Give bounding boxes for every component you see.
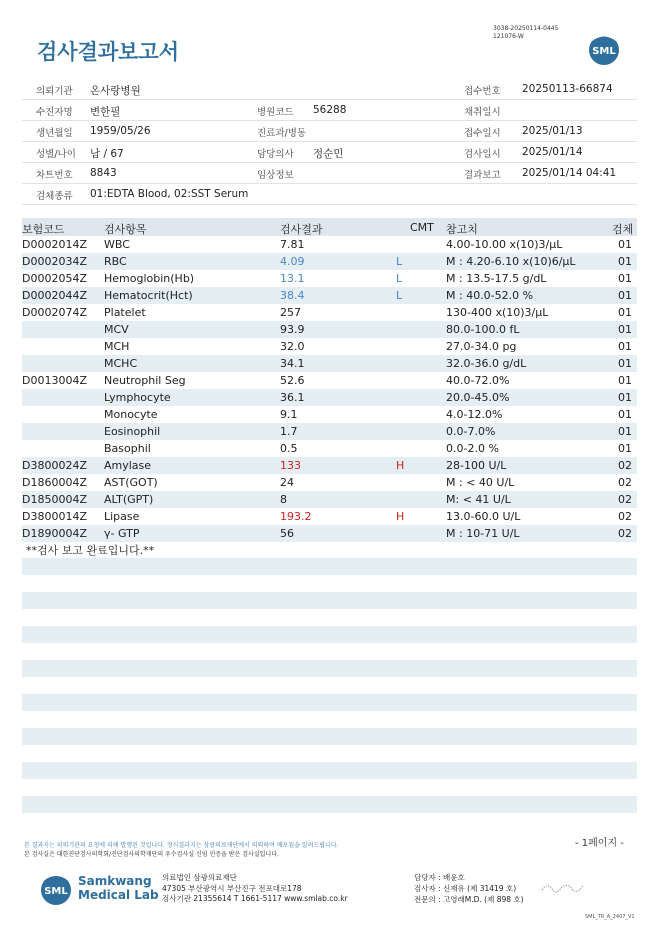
result-specimen: 02 [618,510,632,523]
result-name: Basophil [104,442,151,455]
result-flag: H [396,510,405,523]
result-reference: 80.0-100.0 fL [446,323,520,336]
result-name: MCV [104,323,129,336]
staff-tester: 검사자 : 신재유 (제 31419 호) [414,884,517,893]
empty-row [22,592,637,609]
result-reference: 0.0-7.0% [446,425,496,438]
receipt-no-value: 20250113-66874 [522,83,613,95]
result-reference: M : 10-71 U/L [446,527,520,540]
empty-rows [22,558,637,830]
result-specimen: 01 [618,272,632,285]
organization-info [162,873,348,905]
result-specimen: 01 [618,238,632,251]
header-name: 검사항목 [104,223,147,236]
result-code: D3800014Z [22,510,87,523]
table-row [22,389,637,406]
result-name: WBC [104,238,130,251]
info-row [22,121,637,142]
result-specimen: 01 [618,442,632,455]
table-row [22,474,637,491]
result-code: D0002074Z [22,306,87,319]
header-specimen: 검체 [612,223,634,236]
test-date-value: 2025/01/14 [522,146,583,158]
result-code: D1860004Z [22,476,87,489]
result-value: 34.1 [280,357,305,370]
result-reference: 28-100 U/L [446,459,507,472]
empty-row [22,796,637,813]
patient-info-table [22,79,637,205]
table-row [22,304,637,321]
info-row [22,79,637,100]
institution-value: 온사랑병원 [90,85,141,97]
result-value: 38.4 [280,289,305,302]
result-reference: M : 40.0-52.0 % [446,289,534,302]
result-value: 7.81 [280,238,305,251]
empty-row [22,762,637,779]
result-name: Lipase [104,510,140,523]
patient-value: 변한필 [90,106,121,118]
result-name: MCH [104,340,130,353]
result-flag: L [396,272,403,285]
result-specimen: 01 [618,391,632,404]
result-reference: M: < 41 U/L [446,493,511,506]
form-code: SML_TR_A_2407_V1 [585,914,635,920]
result-name: Eosinophil [104,425,161,438]
result-code: D0002014Z [22,238,87,251]
result-value: 9.1 [280,408,298,421]
receipt-date-label: 접수일시 [464,128,501,139]
samkwang-logo-text [78,874,159,902]
org-contact: 검사기관 21355614 T 1661-5117 www.smlab.co.kr [162,894,348,903]
result-value: 257 [280,306,301,319]
empty-row [22,626,637,643]
result-value: 1.7 [280,425,298,438]
result-name: Monocyte [104,408,158,421]
result-name: AST(GOT) [104,476,158,489]
specimen-value: 01:EDTA Blood, 02:SST Serum [90,188,249,200]
empty-row [22,728,637,745]
institution-label: 의뢰기관 [36,86,73,97]
info-row [22,142,637,163]
result-flag: L [396,255,403,268]
table-row [22,321,637,338]
info-row [22,184,637,205]
result-value: 8 [280,493,287,506]
table-row [22,457,637,474]
result-name: γ- GTP [104,527,140,540]
samkwang-logo-icon [36,872,76,906]
result-reference: 20.0-45.0% [446,391,510,404]
signature-icon [540,880,585,894]
result-reference: 130-400 x(10)3/μL [446,306,549,319]
disclaimer-line2: 본 검사실은 대한진단검사의학회/진단검사의학재단의 우수검사실 신임 인증을 받은 검사실입니다. [24,850,279,858]
disclaimer-line1: 본 결과지는 의뢰기관의 요청에 의해 발행된 것입니다. 정식결과지는 삼광의료재단에서 의뢰하여 배포됨을 알려드립니다. [24,842,339,849]
result-specimen: 01 [618,408,632,421]
logo-line2: Medical Lab [78,888,159,902]
doctor-label: 담당의사 [257,149,294,160]
result-value: 4.09 [280,255,305,268]
result-flag: L [396,289,403,302]
result-reference: M : 13.5-17.5 g/dL [446,272,547,285]
result-value: 24 [280,476,294,489]
table-row [22,253,637,270]
table-row [22,525,637,542]
result-reference: M : < 40 U/L [446,476,515,489]
table-row [22,270,637,287]
report-complete-message: **검사 보고 완료입니다.** [26,544,155,557]
result-reference: 4.0-12.0% [446,408,503,421]
results-table [22,236,637,542]
result-name: Amylase [104,459,152,472]
specimen-label: 검체종류 [36,191,73,202]
result-flag: H [396,459,405,472]
result-code: D1890004Z [22,527,87,540]
result-reference: 4.00-10.00 x(10)3/μL [446,238,563,251]
result-specimen: 02 [618,527,632,540]
result-code: D0002044Z [22,289,87,302]
result-specimen: 01 [618,374,632,387]
org-name: 의료법인 삼광의료재단 [162,873,237,882]
result-name: Hematocrit(Hct) [104,289,193,302]
result-specimen: 01 [618,289,632,302]
result-specimen: 01 [618,425,632,438]
sex-age-value: 남 / 67 [90,148,124,160]
collection-date-label: 채취일시 [464,107,501,118]
samkwang-logo-mark-text: SML [44,886,68,897]
birth-value: 1959/05/26 [90,125,151,137]
result-name: Hemoglobin(Hb) [104,272,195,285]
sml-logo-icon [586,33,622,66]
result-name: RBC [104,255,127,268]
table-row [22,338,637,355]
header-ref: 참고치 [446,223,478,236]
result-reference: 32.0-36.0 g/dL [446,357,527,370]
document-id-line2: 121076-W [493,33,524,40]
staff-info [414,872,524,905]
result-specimen: 01 [618,255,632,268]
footer-logo [36,872,166,906]
table-row [22,355,637,372]
result-specimen: 01 [618,357,632,370]
sml-logo-text: SML [592,46,616,57]
result-code: D0013004Z [22,374,87,387]
staff-specialist: 전문의 : 고영래M.D. (제 898 호) [414,895,524,904]
result-name: Neutrophil Seg [104,374,186,387]
result-value: 93.9 [280,323,305,336]
result-code: D0002034Z [22,255,87,268]
result-value: 32.0 [280,340,305,353]
result-value: 52.6 [280,374,305,387]
result-value: 56 [280,527,294,540]
result-name: ALT(GPT) [104,493,154,506]
empty-row [22,694,637,711]
result-value: 193.2 [280,510,312,523]
header-value: 검사결과 [280,223,323,236]
chart-no-value: 8843 [90,167,117,179]
result-specimen: 01 [618,323,632,336]
result-code: D0002054Z [22,272,87,285]
result-code: D1850004Z [22,493,87,506]
org-address: 47305 부산광역시 부산진구 전포대로178 [162,883,302,893]
sex-age-label: 성별/나이 [36,149,76,160]
result-code: D3800024Z [22,459,87,472]
receipt-date-value: 2025/01/13 [522,125,583,137]
result-value: 36.1 [280,391,305,404]
result-reference: M : 4.20-6.10 x(10)6/μL [446,255,576,268]
header-cmt: CMT [410,221,434,234]
report-title: 검사결과보고서 [37,40,180,64]
table-row [22,406,637,423]
info-row [22,163,637,184]
document-id [493,25,558,41]
result-name: Platelet [104,306,146,319]
dept-label: 진료과/병동 [257,128,307,139]
report-date-label: 결과보고 [464,170,501,181]
page-number: - 1페이지 - [575,838,624,849]
birth-label: 생년월일 [36,128,73,139]
table-row [22,508,637,525]
hospital-code-label: 병원코드 [257,107,294,118]
result-name: Lymphocyte [104,391,171,404]
disclaimer [24,842,339,859]
result-reference: 13.0-60.0 U/L [446,510,521,523]
hospital-code-value: 56288 [313,104,347,116]
result-specimen: 01 [618,306,632,319]
result-value: 13.1 [280,272,305,285]
header-code: 보험코드 [22,223,65,236]
result-specimen: 01 [618,340,632,353]
table-row [22,287,637,304]
result-specimen: 02 [618,459,632,472]
result-specimen: 02 [618,493,632,506]
info-row [22,100,637,121]
test-date-label: 검사일시 [464,149,501,160]
table-row [22,372,637,389]
patient-label: 수진자명 [36,107,73,118]
result-reference: 40.0-72.0% [446,374,510,387]
result-name: MCHC [104,357,138,370]
result-value: 0.5 [280,442,298,455]
table-row [22,236,637,253]
result-reference: 27.0-34.0 pg [446,340,517,353]
empty-row [22,558,637,575]
table-row [22,491,637,508]
report-date-value: 2025/01/14 04:41 [522,167,617,179]
result-value: 133 [280,459,301,472]
doctor-value: 정순민 [313,148,344,160]
table-row [22,440,637,457]
empty-row [22,660,637,677]
table-row [22,423,637,440]
result-specimen: 02 [618,476,632,489]
results-header [22,218,637,236]
receipt-no-label: 접수번호 [464,86,501,97]
chart-no-label: 차트번호 [36,170,73,181]
logo-line1: Samkwang [78,874,152,888]
staff-manager: 담당자 : 배윤호 [414,873,465,882]
result-reference: 0.0-2.0 % [446,442,499,455]
document-id-line1: 3038-20250114-0445 [493,25,559,32]
clinical-label: 임상정보 [257,170,294,181]
